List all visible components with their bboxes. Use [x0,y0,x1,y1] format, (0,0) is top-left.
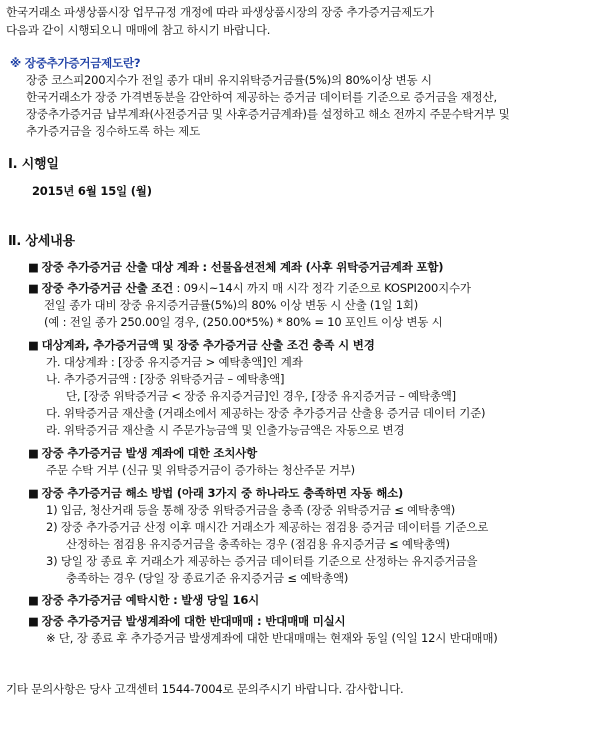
item-3-line-2: 나. 추가증거금액 : [장중 위탁증거금 – 예탁총액] [46,372,285,386]
definition-line-1: 장중 코스피200지수가 전일 종가 대비 유지위탁증거금률(5%)의 80%이상 변동 시 [26,73,432,87]
item-6-heading: ■ 장중 추가증거금 예탁시한 : 발생 당일 16시 [28,592,259,608]
item-5-line-1: 1) 입금, 청산거래 등을 통해 장중 위탁증거금을 충족 (장중 위탁증거금 ≤ 예탁총액) [46,503,456,517]
item-5-line-5: 충족하는 경우 (당일 장 종료기준 유지증거금 ≤ 예탁총액) [66,571,349,585]
item-5-heading: ■ 장중 추가증거금 해소 방법 (아래 3가지 중 하나라도 충족하면 자동 해소) [28,485,403,501]
item-5-line-3: 산정하는 점검용 유지증거금을 충족하는 경우 (점검용 유지증거금 ≤ 예탁총액) [66,537,450,551]
item-1-heading: ■ 장중 추가증거금 산출 대상 계좌 : 선물옵션전체 계좌 (사후 위탁증거금계좌 포함) [28,259,443,275]
item-5-line-2: 2) 장중 추가증거금 산정 이후 매시간 거래소가 제공하는 점검용 증거금 데이터를 기준으로 [46,520,489,534]
footer-notice: 기타 문의사항은 당사 고객센터 1544-7004로 문의주시기 바랍니다. 감사합니다. [6,682,404,696]
definition-line-3: 장중추가증거금 납부계좌(사전증거금 및 사후증거금계좌)를 설정하고 해소 전까지 주문수탁거부 및 [26,107,510,121]
item-3-line-3: 단, [장중 위탁증거금 < 장중 유지증거금]인 경우, [장중 유지증거금 – 예탁총액] [66,389,456,403]
item-2-line-1: 전일 종가 대비 장중 유지증거금률(5%)의 80% 이상 변동 시 산출 (1일 1회) [44,298,419,312]
definition-title: ※ 장중추가증거금제도란? [10,56,141,70]
intro-line-2: 다음과 같이 시행되오니 매매에 참고 하시기 바랍니다. [6,23,271,37]
item-7-heading: ■ 장중 추가증거금 발생계좌에 대한 반대매매 : 반대매매 미실시 [28,613,345,629]
item-4-line-1: 주문 수탁 거부 (신규 및 위탁증거금이 증가하는 청산주문 거부) [46,463,355,477]
item-3-line-4: 다. 위탁증거금 재산출 (거래소에서 제공하는 장중 추가증거금 산출용 증거금 데이터 기준) [46,406,486,420]
effective-date: 2015년 6월 15일 (월) [32,184,152,198]
item-5-line-4: 3) 당일 장 종료 후 거래소가 제공하는 증거금 데이터를 기준으로 산정하는 유지증거금을 [46,554,478,568]
item-2-heading [28,280,471,296]
section-2-title: Ⅱ. 상세내용 [8,234,75,249]
item-3-line-5: 라. 위탁증거금 재산출 시 주문가능금액 및 인출가능금액은 자동으로 변경 [46,423,405,437]
item-2-line-2: (예 : 전일 종가 250.00일 경우, (250.00*5%) * 80% = 10 포인트 이상 변동 시 [44,315,443,329]
item-3-heading: ■ 대상계좌, 추가증거금액 및 장중 추가증거금 산출 조건 충족 시 변경 [28,337,375,353]
item-2-heading-rest: : 09시~14시 까지 매 시각 정각 기준으로 KOSPI200지수가 [173,281,471,295]
section-1-title: Ⅰ. 시행일 [8,157,59,172]
item-3-line-1: 가. 대상계좌 : [장중 유지증거금 > 예탁총액]인 계좌 [46,355,303,369]
intro-line-1: 한국거래소 파생상품시장 업무규정 개정에 따라 파생상품시장의 장중 추가증거금제도가 [6,5,434,19]
item-2-heading-label: ■ 장중 추가증거금 산출 조건 [28,281,173,295]
definition-line-2: 한국거래소가 장중 가격변동분을 감안하여 제공하는 증거금 데이터를 기준으로 증거금을 재정산, [26,90,497,104]
definition-line-4: 추가증거금을 징수하도록 하는 제도 [26,124,200,138]
item-7-line-1: ※ 단, 장 종료 후 추가증거금 발생계좌에 대한 반대매매는 현재와 동일 (익일 12시 반대매매) [46,631,498,645]
item-4-heading: ■ 장중 추가증거금 발생 계좌에 대한 조치사항 [28,445,257,461]
